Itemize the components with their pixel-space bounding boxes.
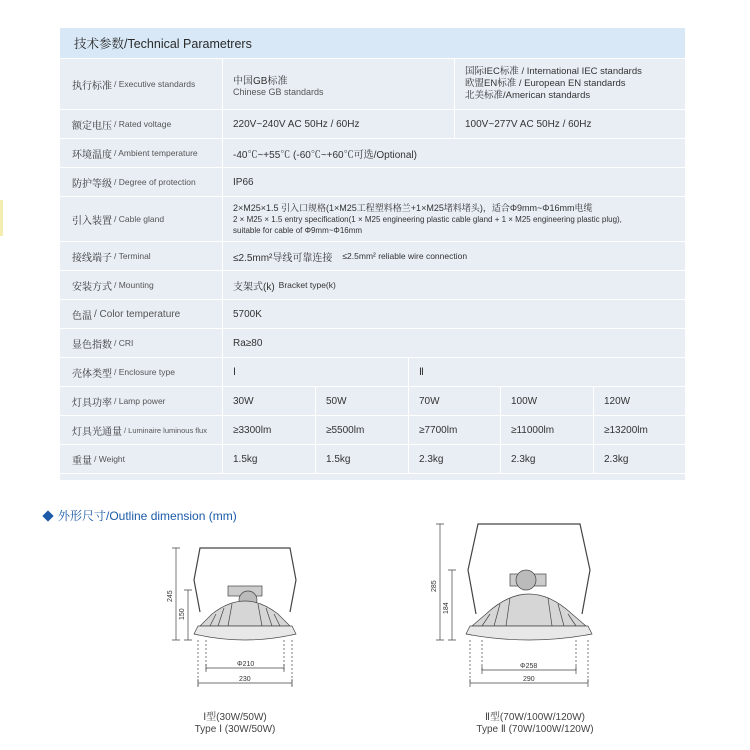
page-edge-stripe	[0, 200, 3, 236]
table-bottom-bar	[60, 473, 685, 480]
enclosure-type-2: Ⅱ	[408, 358, 685, 386]
row-label: 防护等级 / Degree of protection	[72, 177, 196, 190]
table-row-temperature	[60, 138, 685, 167]
diamond-bullet-icon	[42, 510, 53, 521]
temperature-value: -40℃~+55℃ (-60℃~+60℃可选/Optional)	[222, 139, 685, 167]
protection-value: IP66	[222, 168, 685, 196]
voltage-2: 100V~277V AC 50Hz / 60Hz	[454, 110, 685, 138]
mounting-value: 支架式(k) Bracket type(k)	[222, 271, 685, 299]
dim-height-total: 245	[167, 590, 174, 602]
cable-gland-value: 2×M25×1.5 引入口规格(1×M25工程塑料格兰+1×M25堵料堵头)，适合Φ9mm~Φ16mm电缆 2 × M25 × 1.5 entry specification(1 × M25 engineering plastic cable gland + 1 × M25 engineering plastic plug), suitable for cable of Φ9mm~Φ16mm	[222, 197, 685, 241]
table-row-terminal	[60, 241, 685, 270]
weight-cell: 2.3kg	[500, 445, 593, 473]
dim-height-body: 184	[443, 602, 450, 614]
row-label: 色温 / Color temperature	[72, 308, 181, 322]
dim-diameter: Φ210	[237, 661, 255, 668]
row-label: 接线端子 / Terminal	[72, 251, 151, 264]
table-row-voltage	[60, 109, 685, 138]
power-cell: 120W	[593, 387, 685, 415]
table-row-cri	[60, 328, 685, 357]
power-cell: 30W	[222, 387, 315, 415]
outline-section-title: 外形尺寸/Outline dimension (mm)	[44, 507, 237, 524]
outline-drawing-type-1	[150, 540, 320, 700]
dim-diameter: Φ258	[520, 663, 538, 670]
row-label: 执行标准 / Executive standards	[72, 79, 196, 92]
terminal-value: ≤2.5mm²导线可靠连接 ≤2.5mm² reliable wire connection	[222, 242, 685, 270]
dim-width: 230	[239, 676, 251, 683]
power-cell: 70W	[408, 387, 500, 415]
row-label: 灯具功率 / Lamp power	[72, 396, 166, 409]
weight-cell: 2.3kg	[408, 445, 500, 473]
dim-height-body: 150	[179, 608, 186, 620]
caption-type-1: Ⅰ型(30W/50W) Type Ⅰ (30W/50W)	[194, 712, 276, 735]
flux-cell: ≥5500lm	[315, 416, 408, 444]
dim-height-total: 285	[431, 580, 438, 592]
weight-cell: 2.3kg	[593, 445, 685, 473]
cri-value: Ra≥80	[222, 329, 685, 357]
table-row-flux	[60, 415, 685, 444]
table-row-mounting	[60, 270, 685, 299]
flux-cell: ≥13200lm	[593, 416, 685, 444]
table-row-standards	[60, 58, 685, 109]
outline-drawing-type-2	[420, 518, 610, 693]
flux-cell: ≥3300lm	[222, 416, 315, 444]
table-row-weight	[60, 444, 685, 473]
row-label: 额定电压 / Rated voltage	[72, 119, 172, 132]
table-row-color-temperature	[60, 299, 685, 328]
caption-type-2: Ⅱ型(70W/100W/120W) Type Ⅱ (70W/100W/120W)	[476, 712, 594, 735]
standards-gb: 中国GB标准 Chinese GB standards	[222, 59, 454, 109]
row-label: 重量 / Weight	[72, 454, 126, 467]
row-label: 灯具光通量 / Luminaire luminous flux	[72, 425, 207, 438]
row-label: 环境温度 / Ambient temperature	[72, 148, 198, 161]
table-row-cable-gland	[60, 196, 685, 241]
power-cell: 50W	[315, 387, 408, 415]
spec-table-title: 技术参数/Technical Parametrers	[60, 28, 685, 58]
dim-width: 290	[523, 676, 535, 683]
enclosure-type-1: Ⅰ	[222, 358, 408, 386]
table-row-enclosure	[60, 357, 685, 386]
weight-cell: 1.5kg	[315, 445, 408, 473]
row-label: 显色指数 / CRI	[72, 338, 134, 351]
row-label: 引入装置 / Cable gland	[72, 214, 165, 227]
row-label: 安装方式 / Mounting	[72, 280, 154, 293]
flux-cell: ≥11000lm	[500, 416, 593, 444]
flux-cell: ≥7700lm	[408, 416, 500, 444]
color-temperature-value: 5700K	[222, 300, 685, 328]
power-cell: 100W	[500, 387, 593, 415]
weight-cell: 1.5kg	[222, 445, 315, 473]
row-label: 壳体类型 / Enclosure type	[72, 367, 175, 380]
table-row-power	[60, 386, 685, 415]
voltage-1: 220V~240V AC 50Hz / 60Hz	[222, 110, 454, 138]
table-row-protection	[60, 167, 685, 196]
spec-table	[60, 28, 685, 480]
standards-intl: 国际IEC标准 / International IEC standards 欧盟EN标准 / European EN standards 北美标准/American standards	[454, 59, 685, 109]
